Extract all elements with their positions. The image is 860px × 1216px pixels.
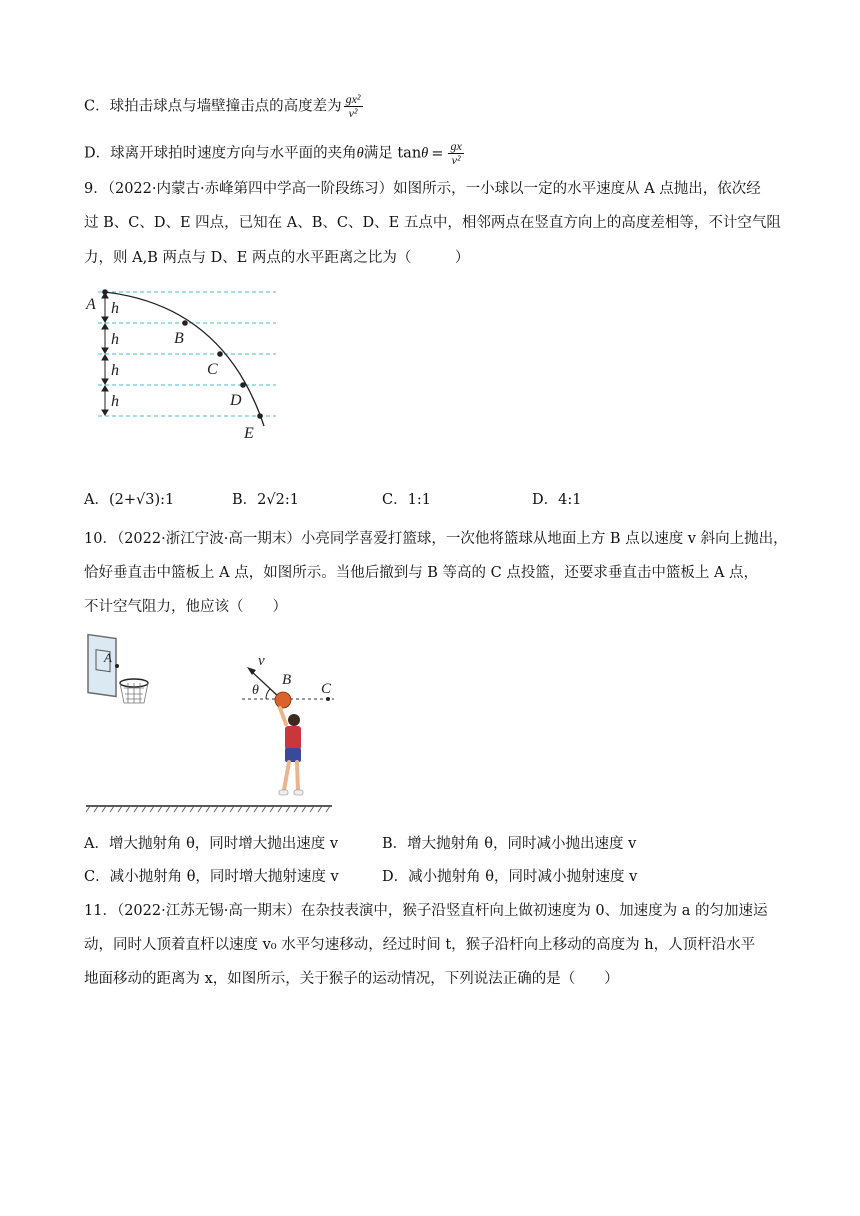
label-d: D: [230, 392, 242, 409]
label-h: h: [111, 300, 119, 317]
q8-option-d-text: D．球离开球拍时速度方向与水平面的夹角: [84, 145, 357, 162]
label-a: A: [86, 296, 96, 313]
label-b: B: [282, 672, 292, 688]
q11-stem-line-3: 地面移动的距离为 x，如图所示，关于猴子的运动情况，下列说法正确的是（ ）: [84, 971, 619, 987]
q9-stem-line-1: 9．（2022·内蒙古·赤峰第四中学高一阶段练习）如图所示，一小球以一定的水平速度从 A 点抛出，依次经: [84, 181, 761, 197]
fraction-numerator: gx²: [345, 92, 361, 106]
q9-stem-line-2: 过 B、C、D、E 四点，已知在 A、B、C、D、E 五点中，相邻两点在竖直方向上的高度差相等，不计空气阻: [84, 215, 781, 231]
option-label: B．: [232, 492, 258, 508]
q11-stem-line-1: 11．（2022·江苏无锡·高一期末）在杂技表演中，猴子沿竖直杆向上做初速度为 0、加速度为 a 的匀加速运: [84, 903, 768, 919]
option-label: D．: [532, 492, 559, 508]
theta-symbol: θ: [356, 145, 364, 162]
fraction-denominator: v²: [348, 106, 358, 120]
q8-option-d-text2: 满足 tan: [363, 145, 422, 162]
q8-option-c: [84, 93, 365, 120]
q10-stem-line-3: 不计空气阻力，他应该（ ）: [84, 599, 287, 615]
label-c: C: [207, 361, 218, 378]
arrow-head: [102, 379, 108, 384]
q9-option-b: [232, 490, 299, 510]
point-d: [240, 382, 246, 388]
fraction-denominator: v²: [451, 153, 461, 167]
option-text: 4:1: [558, 492, 582, 508]
q10-option-a: A．增大抛射角 θ，同时增大抛出速度 v: [84, 836, 339, 852]
q10-option-b: B．增大抛射角 θ，同时减小抛出速度 v: [382, 836, 637, 852]
label-b: B: [174, 330, 184, 347]
q9-option-a: [84, 490, 174, 510]
fraction-numerator: gx: [450, 139, 462, 153]
label-theta: θ: [252, 683, 259, 698]
point-a-dot: [115, 664, 119, 668]
q8-option-c-fraction: [344, 93, 363, 120]
option-label: A．: [84, 492, 109, 508]
option-label: C．: [382, 492, 408, 508]
label-e: E: [244, 425, 254, 441]
q11-stem-line-2: 动，同时人顶着直杆以速度 v₀ 水平匀速移动，经过时间 t，猴子沿杆向上移动的高度为 h，人顶杆沿水平: [84, 937, 756, 953]
q10-option-d: D．减小抛射角 θ，同时减小抛射速度 v: [382, 869, 638, 885]
angle-arc: [266, 689, 270, 699]
label-h: h: [111, 362, 119, 379]
q10-option-c: C．减小抛射角 θ，同时增大抛射速度 v: [84, 869, 339, 885]
q10-stem-line-2: 恰好垂直击中篮板上 A 点，如图所示。当他后撤到与 B 等高的 C 点投篮，还要求垂直击中篮板上 A 点，: [84, 565, 759, 581]
q10-stem-line-1: 10．（2022·浙江宁波·高一期末）小亮同学喜爱打篮球，一次他将篮球从地面上方 B 点以速度 v 斜向上抛出，: [84, 531, 788, 547]
q10-basketball-figure: [84, 628, 344, 816]
arrow-head: [102, 410, 108, 415]
q9-option-d: [532, 490, 581, 510]
arrow-head: [102, 355, 108, 360]
point-e: [257, 413, 263, 419]
arrow-head: [102, 317, 108, 322]
option-text: (2+√3):1: [108, 492, 175, 508]
backboard: [88, 635, 116, 697]
theta-symbol: θ: [421, 145, 429, 162]
q9-stem-line-3: 力，则 A,B 两点与 D、E 两点的水平距离之比为（ ）: [84, 250, 470, 266]
label-a: A: [104, 650, 112, 665]
label-h: h: [111, 393, 119, 410]
q8-option-d-fraction: [448, 140, 463, 167]
point-c-dot: [326, 697, 330, 701]
point-c: [217, 351, 223, 357]
label-c: C: [321, 681, 332, 697]
point-b: [182, 320, 188, 326]
arrow-head: [102, 386, 108, 391]
ground-hatching: [86, 806, 330, 812]
q8-option-d: [84, 140, 466, 167]
q9-option-c: [382, 490, 431, 510]
equals-sign: =: [431, 145, 444, 162]
arrow-head: [102, 348, 108, 353]
q8-option-c-text: C．球拍击球点与墙壁撞击点的高度差为: [84, 98, 342, 115]
player-figure: [279, 708, 303, 795]
label-h: h: [111, 331, 119, 348]
q9-trajectory-figure: [84, 286, 284, 441]
option-text: 1:1: [407, 492, 431, 508]
option-text: 2√2:1: [257, 492, 299, 508]
arrow-head: [102, 324, 108, 329]
label-v: v: [258, 653, 265, 669]
basketball: [275, 692, 291, 708]
